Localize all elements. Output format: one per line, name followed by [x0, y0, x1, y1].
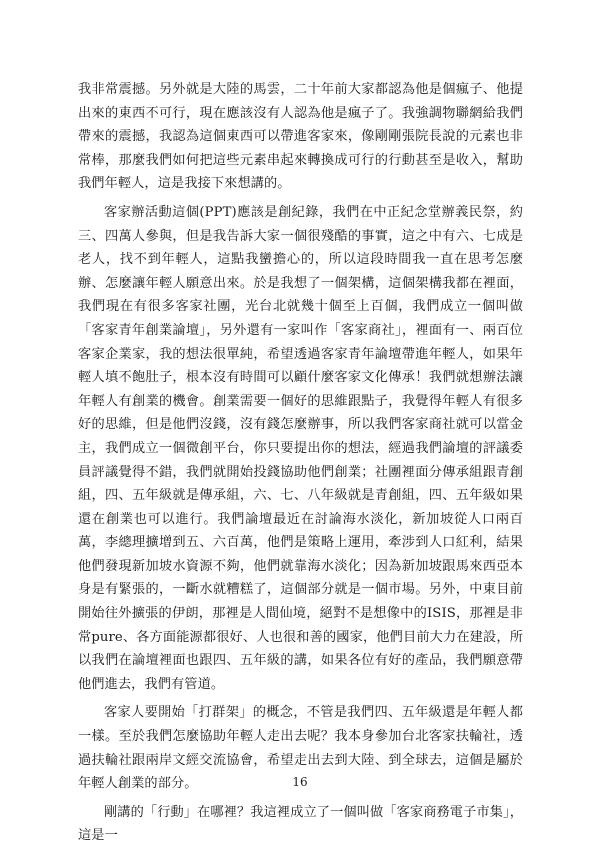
paragraph-3: 客家人要開始「打群架」的概念，不管是我們四、五年級還是年輕人都一樣。至於我們怎麼協助年輕人走出去呢？我本身參加台北客家扶輪社，透過扶輪社跟兩岸文經交流協會，希望走出去到大陸、到全球去，這個是屬於年輕人創業的部分。	[78, 705, 523, 792]
paragraph-4: 剛講的「行動」在哪裡？我這裡成立了一個叫做「客家商務電子市集」，這是一	[78, 804, 523, 844]
paragraph-2: 客家辦活動這個(PPT)應該是創紀錄，我們在中正紀念堂辦義民祭，約三、四萬人參與，但是我告訴大家一個很殘酷的事實，這之中有六、七成是老人，找不到年輕人，這點我蠻擔心的，所以這段時間我一直在思考怎麼辦、怎麼讓年輕人願意出來。於是我想了一個架構，這個架構我都在裡面，我們現在有很多客家社團，光台北就幾十個至上百個，我們成立一個叫做「客家青年創業論壇」，另外還有一家叫作「客家商社」，裡面有一、兩百位客家企業家，我的想法很單純，希望透過客家青年論壇帶進年輕人，如果年輕人填不飽肚子，根本沒有時間可以顧什麼客家文化傳承！我們就想辦法讓年輕人有創業的機會。創業需要一個好的思維跟點子，我覺得年輕人有很多好的思維，但是他們沒錢，沒有錢怎麼辦事，所以我們客家商社就可以當金主，我們成立一個微創平台，你只要提出你的想法，經過我們論壇的評議委員評議覺得不錯，我們就開始投錢協助他們創業；社團裡面分傳承組跟青創組，四、五年級就是傳承組，六、七、八年級就是青創組，四、五年級如果還在創業也可以進行。我們論壇最近在討論海水淡化，新加坡從人口兩百萬，李總理擴增到五、六百萬，他們是策略上運用，牽涉到人口紅利，結果他們發現新加坡水資源不夠，他們就靠海水淡化；因為新加坡跟馬來西亞本身是有緊張的，一斷水就糟糕了，這個部分就是一個市場。另外，中東目前開始往外擴張的伊朗，那裡是人間仙境，絕對不是想像中的ISIS，那裡是非常pure、各方面能源都很好、人也很和善的國家，他們目前大力在建設，所以我們在論壇裡面也跟四、五年級的講，如果各位有好的產品，我們願意帶他們進去，我們有管道。	[78, 204, 523, 692]
paragraph-1: 我非常震撼。另外就是大陸的馬雲，二十年前大家都認為他是個瘋子、他提出來的東西不可行，現在應該沒有人認為他是瘋子了。我強調物聯網給我們帶來的震撼，我認為這個東西可以帶進客家來，像剛剛張院長說的元素也非常棒，那麼我們如何把這些元素串起來轉換成可行的行動甚至是收入，幫助我們年輕人，這是我接下來想講的。	[78, 82, 523, 192]
page-number: 16	[292, 775, 308, 789]
body-text	[78, 78, 523, 853]
